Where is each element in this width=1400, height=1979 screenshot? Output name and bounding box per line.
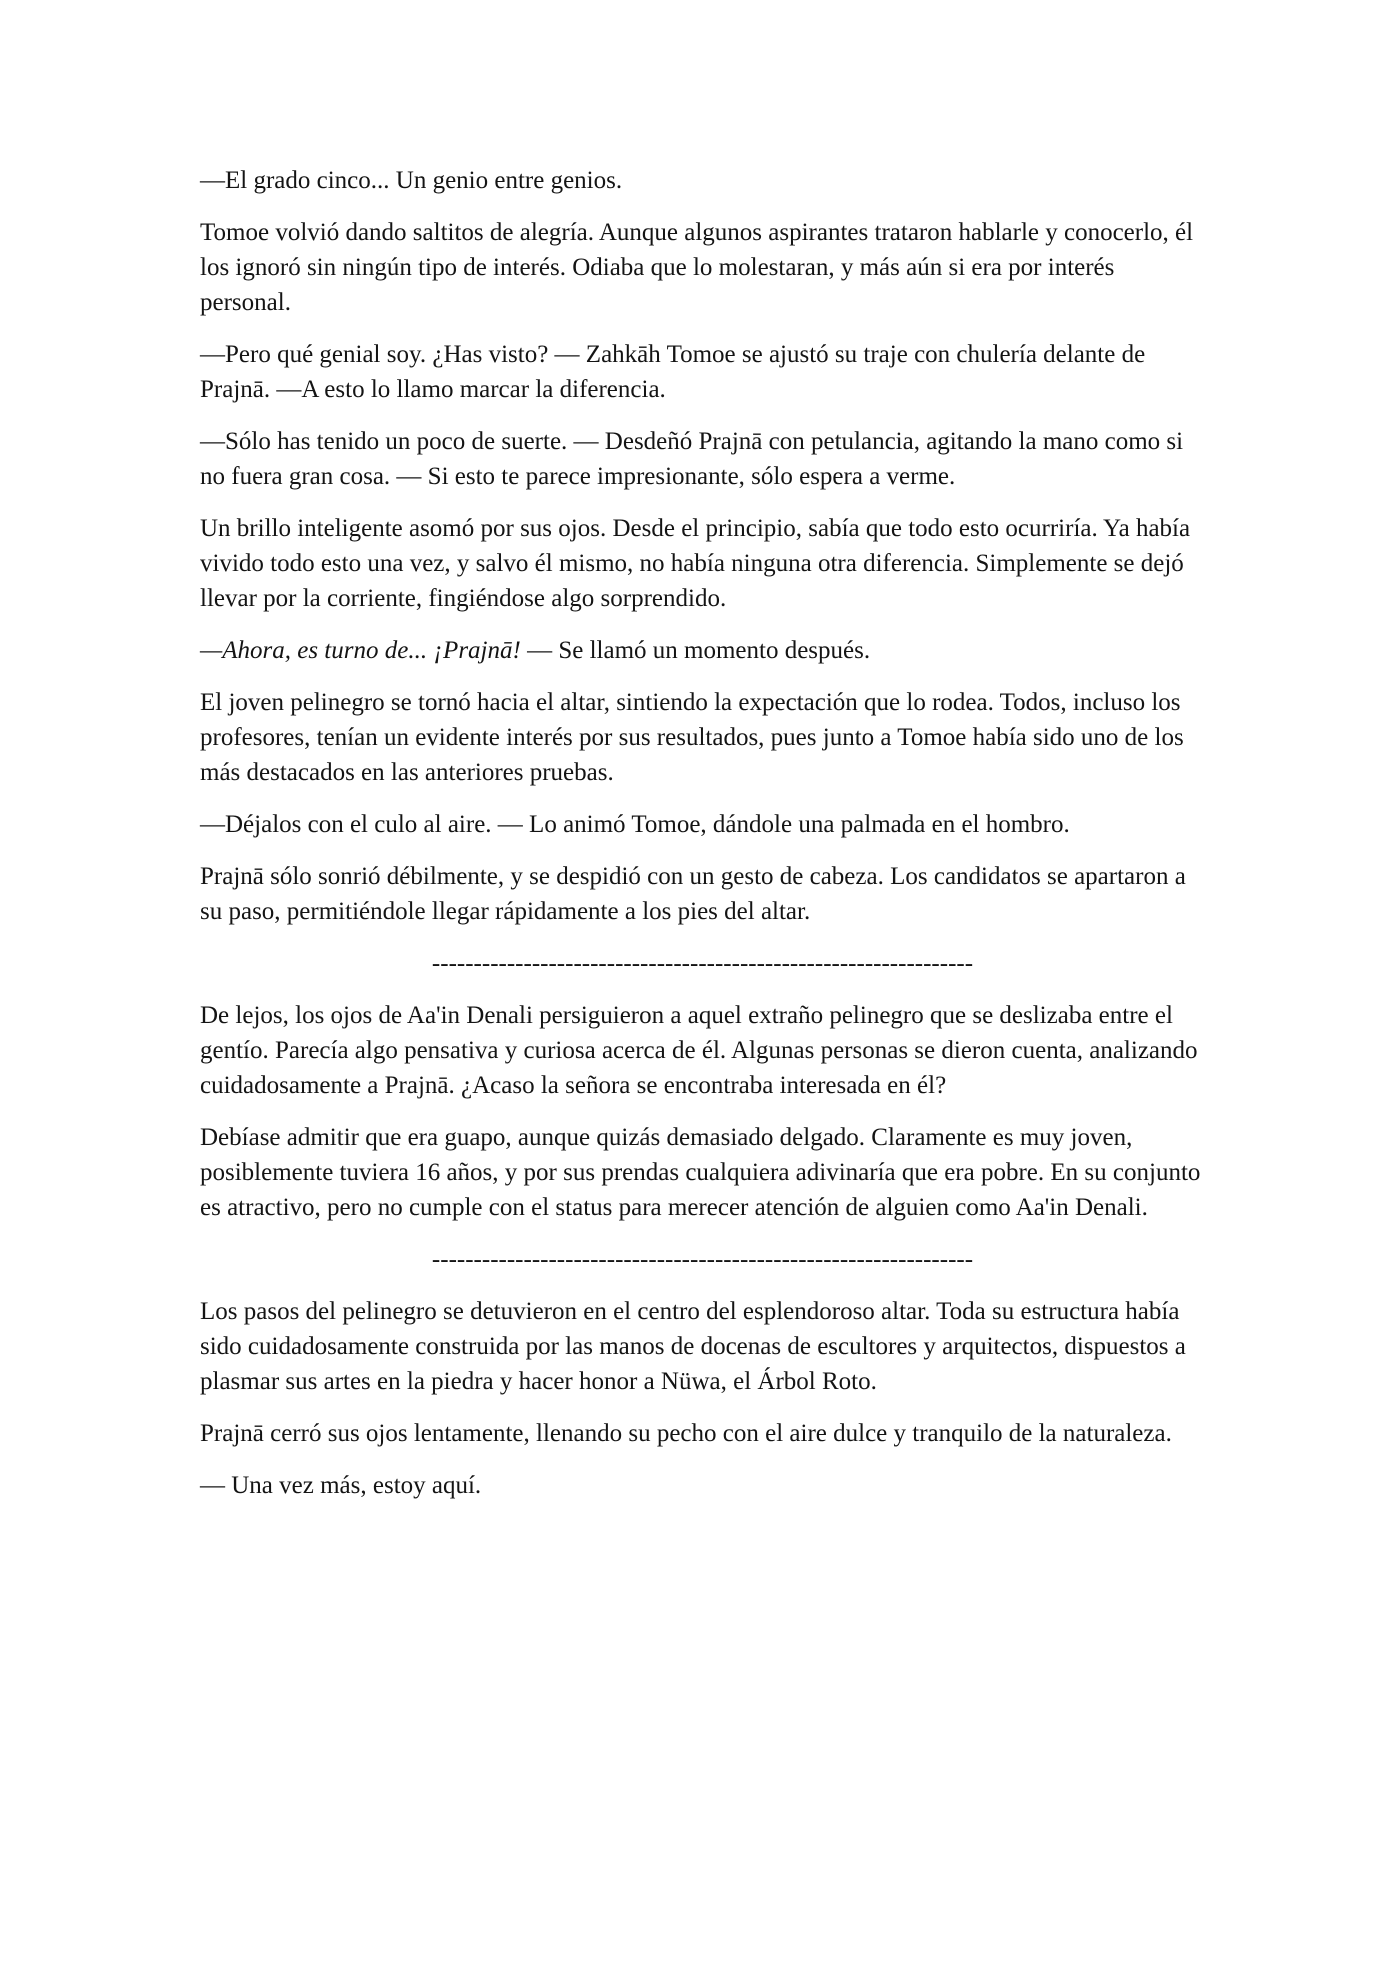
paragraph-dialogue: —El grado cinco... Un genio entre genios. bbox=[200, 167, 623, 194]
section-separator: ----------------------------------------------------------------- bbox=[431, 950, 974, 977]
paragraph-dialogue: — Una vez más, estoy aquí. bbox=[200, 1472, 482, 1499]
document-body bbox=[200, 163, 1205, 1520]
paragraph: El joven pelinegro se tornó hacia el altar, sintiendo la expectación que lo rodea. Todos, incluso los profesores, tenían un evidente interés por sus resultados, pues junto a Tomoe había sido uno de los más destacados en las anteriores pruebas. bbox=[200, 689, 1184, 786]
italic-dialogue: —Ahora, es turno de... ¡Prajnā! bbox=[200, 637, 521, 664]
paragraph: Debíase admitir que era guapo, aunque quizás demasiado delgado. Claramente es muy joven, posiblemente tuviera 16 años, y por sus prendas cualquiera adivinaría que era pobre. En su conjunto es atractivo, pero no cumple con el status para merecer atención de alguien como Aa'in Denali. bbox=[200, 1124, 1201, 1221]
paragraph-dialogue: —Pero qué genial soy. ¿Has visto? — Zahkāh Tomoe se ajustó su traje con chulería delante de Prajnā. —A esto lo llamo marcar la diferencia. bbox=[200, 341, 1146, 403]
section-separator: ----------------------------------------------------------------- bbox=[431, 1246, 974, 1273]
paragraph-dialogue bbox=[200, 633, 1205, 668]
paragraph: Tomoe volvió dando saltitos de alegría. Aunque algunos aspirantes trataron hablarle y conocerlo, él los ignoró sin ningún tipo de interés. Odiaba que lo molestaran, y más aún si era por interés personal. bbox=[200, 219, 1194, 316]
paragraph: Prajnā cerró sus ojos lentamente, llenando su pecho con el aire dulce y tranquilo de la naturaleza. bbox=[200, 1420, 1172, 1447]
paragraph: Prajnā sólo sonrió débilmente, y se despidió con un gesto de cabeza. Los candidatos se apartaron a su paso, permitiéndole llegar rápidamente a los pies del altar. bbox=[200, 863, 1186, 925]
paragraph-dialogue: —Sólo has tenido un poco de suerte. — Desdeñó Prajnā con petulancia, agitando la mano como si no fuera gran cosa. — Si esto te parece impresionante, sólo espera a verme. bbox=[200, 428, 1184, 490]
dialogue-tag: — Se llamó un momento después. bbox=[520, 637, 871, 664]
paragraph: Los pasos del pelinegro se detuvieron en el centro del esplendoroso altar. Toda su estructura había sido cuidadosamente construida por las manos de docenas de escultores y arquitectos, dispuestos a plasmar sus artes en la piedra y hacer honor a Nüwa, el Árbol Roto. bbox=[200, 1298, 1186, 1395]
paragraph-dialogue: —Déjalos con el culo al aire. — Lo animó Tomoe, dándole una palmada en el hombro. bbox=[200, 811, 1070, 838]
paragraph: Un brillo inteligente asomó por sus ojos. Desde el principio, sabía que todo esto ocurriría. Ya había vivido todo esto una vez, y salvo él mismo, no había ninguna otra diferencia. Simplemente se dejó llevar por la corriente, fingiéndose algo sorprendido. bbox=[200, 515, 1191, 612]
paragraph: De lejos, los ojos de Aa'in Denali persiguieron a aquel extraño pelinegro que se deslizaba entre el gentío. Parecía algo pensativa y curiosa acerca de él. Algunas personas se dieron cuenta, analizando cuidadosamente a Prajnā. ¿Acaso la señora se encontraba interesada en él? bbox=[200, 1002, 1198, 1099]
